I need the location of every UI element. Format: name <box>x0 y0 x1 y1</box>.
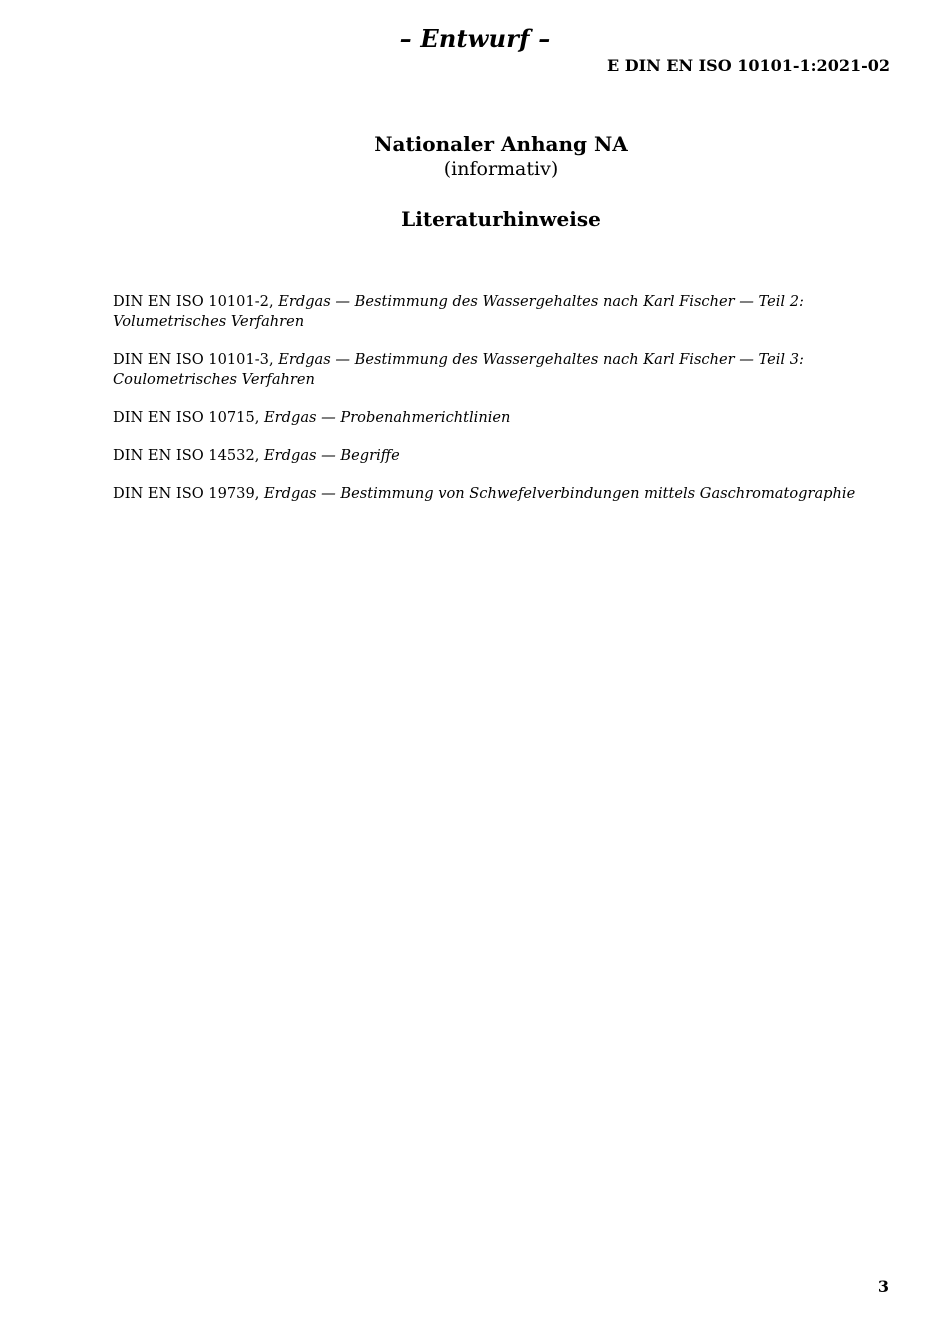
reference-item <box>113 408 888 428</box>
reference-title: Erdgas — Begriffe <box>264 447 400 464</box>
reference-item <box>113 484 888 504</box>
reference-id: DIN EN ISO 14532, <box>113 447 265 464</box>
reference-title: Erdgas — Bestimmung des Wassergehaltes nach Karl Fischer — Teil 2: Volumetrisches Verfahren <box>113 293 804 330</box>
reference-id: DIN EN ISO 10101-2, <box>113 293 279 310</box>
reference-list <box>113 292 888 522</box>
reference-title: Erdgas — Bestimmung des Wassergehaltes nach Karl Fischer — Teil 3: Coulometrisches Verfahren <box>113 351 804 388</box>
reference-item <box>113 446 888 466</box>
reference-id: DIN EN ISO 10101-3, <box>113 351 279 368</box>
reference-title: Erdgas — Bestimmung von Schwefelverbindungen mittels Gaschromatographie <box>264 485 856 502</box>
section-title: Literaturhinweise <box>401 207 601 231</box>
reference-id: DIN EN ISO 10715, <box>113 409 265 426</box>
reference-id: DIN EN ISO 19739, <box>113 485 265 502</box>
reference-title: Erdgas — Probenahmerichtlinien <box>264 409 511 426</box>
reference-item <box>113 292 888 332</box>
document-number: E DIN EN ISO 10101-1:2021-02 <box>606 56 890 75</box>
annex-subtitle: (informativ) <box>443 158 559 180</box>
reference-item <box>113 350 888 390</box>
annex-title: Nationaler Anhang NA <box>374 132 628 156</box>
page-number: 3 <box>877 1277 889 1296</box>
draft-label: – Entwurf – <box>399 24 551 53</box>
